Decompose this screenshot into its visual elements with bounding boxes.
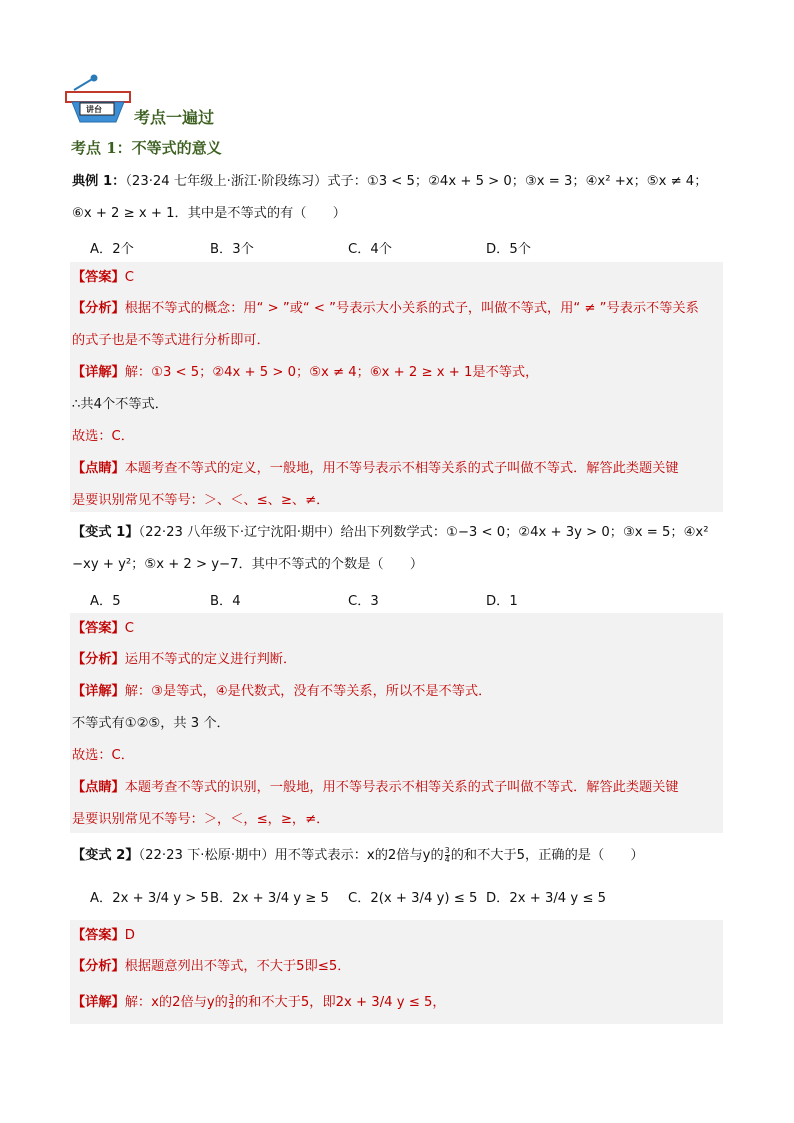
fraction xyxy=(445,847,450,864)
analysis-tag: 【分析】 xyxy=(72,959,125,974)
option-d: D．2x + 3/4 y ≤ 5 xyxy=(486,891,607,906)
detail-tag: 【详解】 xyxy=(72,995,125,1010)
variant2-prefix: 【变式 2】 xyxy=(72,848,139,863)
variant2-question-text-a: （22·23 下·松原·期中）用不等式表示：x的2倍与y的 xyxy=(138,848,444,863)
detail-text-b: 的和不大于5，即2x + 3/4 y ≤ 5， xyxy=(234,995,446,1010)
variant1-prefix: 【变式 1】 xyxy=(72,525,139,540)
answer-tag: 【答案】 xyxy=(72,621,125,636)
answer-value: D xyxy=(124,928,135,943)
option-b: B．3个 xyxy=(210,242,254,257)
comment-tag: 【点睛】 xyxy=(72,461,125,476)
fraction-denominator: 4 xyxy=(228,1001,234,1011)
comment-tag: 【点睛】 xyxy=(72,780,125,795)
example1-question-line2: ⑥x + 2 ≥ x + 1．其中是不等式的有（ ） xyxy=(72,206,346,221)
variant2-detail xyxy=(72,993,446,1013)
variant2-question-text-b: 的和不大于5，正确的是（ ） xyxy=(450,848,644,863)
example1-comment-line2: 是要识别常见不等号：＞、＜、≤、≥、≠． xyxy=(72,493,330,508)
answer-value: C xyxy=(124,270,134,285)
answer-tag: 【答案】 xyxy=(72,270,125,285)
option-b: B．2x + 3/4 y ≥ 5 xyxy=(210,891,329,906)
option-c: C．3 xyxy=(348,594,379,609)
comment-text: 本题考查不等式的识别，一般地，用不等号表示不相等关系的式子叫做不等式．解答此类题关键 xyxy=(124,780,679,795)
detail-text: 解：③是等式，④是代数式，没有不等关系，所以不是不等式． xyxy=(124,684,492,699)
variant1-question-line1 xyxy=(72,523,709,543)
analysis-tag: 【分析】 xyxy=(72,301,125,316)
example1-detail-line1 xyxy=(72,363,538,383)
example1-analysis-line2: 的式子也是不等式进行分析即可． xyxy=(72,333,270,348)
detail-text: 解：①3 < 5；②4x + 5 > 0；⑤x ≠ 4；⑥x + 2 ≥ x + 1是不等式， xyxy=(124,365,539,380)
example1-answer xyxy=(72,268,134,288)
example1-choose: 故选：C． xyxy=(72,429,134,444)
analysis-text: 根据不等式的概念：用“ > ”或“ < ”号表示大小关系的式子，叫做不等式，用“ ≠ ”号表示不等关系 xyxy=(124,301,699,316)
example1-question-line1 xyxy=(72,172,707,192)
detail-tag: 【详解】 xyxy=(72,684,125,699)
variant1-choose: 故选：C． xyxy=(72,748,134,763)
option-a: A．5 xyxy=(90,594,121,609)
variant2-analysis xyxy=(72,957,350,977)
variant1-answer xyxy=(72,619,134,639)
fraction-numerator: 3 xyxy=(228,992,234,1002)
option-c: C．2(x + 3/4 y) ≤ 5 xyxy=(348,891,478,906)
variant1-comment-line1 xyxy=(72,778,679,798)
analysis-tag: 【分析】 xyxy=(72,652,125,667)
example1-source: （23·24 七年级上·浙江·阶段练习）式子： xyxy=(125,174,367,189)
variant1-comment-line2: 是要识别常见不等号：＞，＜，≤，≥，≠． xyxy=(72,812,330,827)
section-title: 考点 1：不等式的意义 xyxy=(71,139,222,157)
variant2-question xyxy=(72,846,644,866)
podium-icon xyxy=(64,74,134,124)
example1-formulas: ①3 < 5；②4x + 5 > 0；③x = 3；④x² +x；⑤x ≠ 4； xyxy=(366,174,708,189)
section-header xyxy=(64,74,364,127)
option-c: C．4个 xyxy=(348,242,392,257)
example1-analysis-line1 xyxy=(72,299,699,319)
fraction xyxy=(229,994,234,1011)
option-d: D．1 xyxy=(486,594,518,609)
variant1-question-line2: −xy + y²；⑤x + 2 > y−7．其中不等式的个数是（ ） xyxy=(72,557,424,572)
podium-label: 讲台 xyxy=(86,105,102,114)
option-d: D．5个 xyxy=(486,242,531,257)
answer-tag: 【答案】 xyxy=(72,928,125,943)
example1-prefix: 典例 1： xyxy=(72,174,126,189)
comment-text: 本题考查不等式的定义，一般地，用不等号表示不相等关系的式子叫做不等式．解答此类题关键 xyxy=(124,461,679,476)
detail-tag: 【详解】 xyxy=(72,365,125,380)
variant2-answer xyxy=(72,926,135,946)
variant1-question-text: （22·23 八年级下·辽宁沈阳·期中）给出下列数学式：①−3 < 0；②4x + 3y > 0；③x = 5；④x² xyxy=(138,525,709,540)
option-b: B．4 xyxy=(210,594,241,609)
option-a: A．2个 xyxy=(90,242,134,257)
detail-text-a: 解：x的2倍与y的 xyxy=(124,995,228,1010)
example1-comment-line1 xyxy=(72,459,679,479)
analysis-text: 运用不等式的定义进行判断． xyxy=(124,652,297,667)
variant1-detail-line2: 不等式有①②⑤，共 3 个． xyxy=(72,716,230,731)
header-title: 考点一遍过 xyxy=(134,108,215,127)
option-a: A．2x + 3/4 y > 5 xyxy=(90,891,209,906)
analysis-text: 根据题意列出不等式，不大于5即≤5． xyxy=(124,959,351,974)
fraction-denominator: 4 xyxy=(444,854,450,864)
variant1-analysis xyxy=(72,650,296,670)
answer-value: C xyxy=(124,621,134,636)
variant1-detail-line1 xyxy=(72,682,491,702)
example1-detail-line2: ∴共4个不等式． xyxy=(72,397,168,412)
fraction-numerator: 3 xyxy=(444,845,450,855)
